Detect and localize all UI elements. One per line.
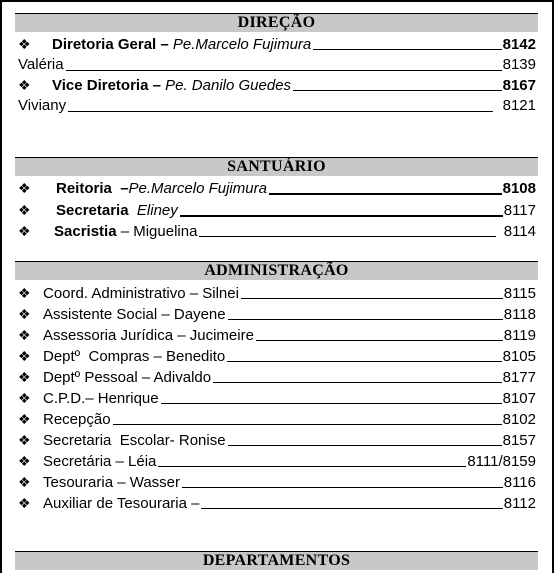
entry-label: Tesouraria – Wasser [43, 474, 180, 491]
list-item [18, 75, 536, 95]
entry-label: Secretaria [56, 202, 129, 219]
leader-line [241, 285, 503, 299]
list-item [18, 409, 536, 429]
bullet-icon: ❖ [18, 223, 31, 239]
bullet-icon: ❖ [18, 77, 31, 93]
bullet-icon: ❖ [18, 202, 31, 218]
list-item [18, 346, 536, 366]
bullet-icon: ❖ [18, 327, 31, 343]
entry-label: Valéria [18, 56, 64, 73]
entry-extension: 8108 [502, 180, 536, 197]
leader-line [213, 369, 502, 383]
entry-label: Vice Diretoria – [52, 77, 161, 94]
entry-label: Deptº Pessoal – Adivaldo [43, 369, 212, 386]
entry-extension: 8105 [502, 348, 536, 365]
bullet-icon: ❖ [18, 390, 31, 406]
entry-dash: – [120, 180, 129, 197]
entry-label: Secretária – Léia [43, 453, 157, 470]
bullet-icon: ❖ [18, 180, 31, 196]
list-item [18, 55, 536, 75]
entry-extension: 8107 [502, 390, 536, 407]
entry-extension: 8119 [503, 327, 536, 344]
entry-extension: 8117 [503, 202, 536, 219]
list-item [18, 325, 536, 345]
entry-person: Pe.Marcelo Fujimura [128, 180, 267, 197]
bullet-icon: ❖ [18, 348, 31, 364]
leader-line [228, 432, 502, 446]
list-item [18, 388, 536, 408]
leader-line [66, 57, 502, 71]
entry-label: Auxiliar de Tesouraria – [43, 495, 200, 512]
leader-line [269, 180, 502, 195]
list-item [18, 472, 536, 492]
entry-person: – Miguelina [120, 223, 198, 240]
entry-label: Deptº Compras – Benedito [43, 348, 226, 365]
leader-line [256, 327, 503, 341]
list-item [18, 200, 536, 220]
entry-person: Pe. Danilo Guedes [165, 77, 292, 94]
bullet-icon: ❖ [18, 369, 31, 385]
entry-label: Sacristia [54, 223, 117, 240]
entry-extension: 8115 [503, 285, 536, 302]
list-item [18, 367, 536, 387]
entry-extension: 8157 [502, 432, 536, 449]
bullet-icon: ❖ [18, 285, 31, 301]
section-header-direcao: DIREÇÃO [15, 13, 538, 32]
entry-extension: 8112 [503, 495, 536, 512]
bullet-icon: ❖ [18, 495, 31, 511]
entry-extension: 8177 [502, 369, 536, 386]
entry-extension: 8167 [502, 77, 536, 94]
entry-label: Diretoria Geral – [52, 36, 169, 53]
entry-label: Reitoria [56, 180, 112, 197]
list-item [18, 178, 536, 198]
leader-line [68, 98, 493, 112]
entry-extension: 8116 [503, 474, 536, 491]
leader-line [199, 223, 495, 237]
list-item [18, 283, 536, 303]
bullet-icon: ❖ [18, 453, 31, 469]
list-item [18, 430, 536, 450]
leader-line [228, 306, 503, 320]
bullet-icon: ❖ [18, 36, 31, 52]
entry-label: C.P.D.– Henrique [43, 390, 159, 407]
section-header-santuario: SANTUÁRIO [15, 157, 538, 176]
bullet-icon: ❖ [18, 474, 31, 490]
entry-extension: 8142 [502, 36, 536, 53]
leader-line [161, 390, 502, 404]
leader-line [182, 474, 503, 488]
leader-line [113, 411, 502, 425]
entry-person: Eliney [136, 202, 178, 219]
entry-label: Assistente Social – Dayene [43, 306, 226, 323]
entry-extension: 8139 [502, 56, 536, 73]
list-item [18, 493, 536, 513]
leader-line [227, 348, 501, 362]
list-item [18, 304, 536, 324]
entry-extension: 8118 [503, 306, 536, 323]
section-header-administracao: ADMINISTRAÇÃO [15, 261, 538, 280]
leader-line [313, 36, 501, 50]
entry-extension: 8121 [502, 97, 536, 114]
entry-person: Pe.Marcelo Fujimura [172, 36, 312, 53]
entry-label: Assessoria Jurídica – Jucimeire [43, 327, 254, 344]
leader-line [158, 453, 466, 467]
entry-label: Secretaria Escolar- Ronise [43, 432, 226, 449]
leader-line [201, 495, 502, 509]
bullet-icon: ❖ [18, 306, 31, 322]
bullet-icon: ❖ [18, 432, 31, 448]
list-item [18, 34, 536, 54]
section-header-departamentos: DEPARTAMENTOS [15, 551, 538, 570]
list-item [18, 451, 536, 471]
leader-line [293, 77, 502, 91]
bullet-icon: ❖ [18, 411, 31, 427]
entry-label: Recepção [43, 411, 111, 428]
entry-extension: 8114 [503, 223, 536, 240]
list-item [18, 96, 536, 116]
leader-line [180, 202, 503, 217]
entry-extension: 8102 [502, 411, 536, 428]
entry-label: Coord. Administrativo – Silnei [43, 285, 239, 302]
list-item [18, 221, 536, 241]
entry-extension: 8111/8159 [467, 453, 536, 470]
entry-label: Viviany [18, 97, 67, 114]
